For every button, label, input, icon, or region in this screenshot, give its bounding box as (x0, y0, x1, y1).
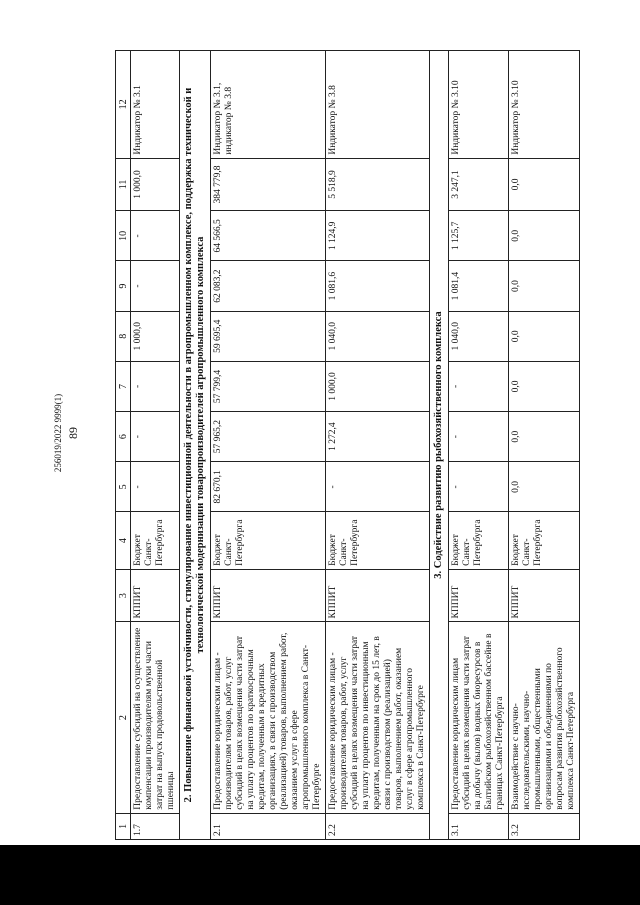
header-cell: 6 (116, 412, 131, 462)
value-cell: 57 799,4 (211, 361, 326, 411)
row-number: 3.1 (449, 813, 509, 839)
value-cell: - (326, 462, 430, 512)
value-cell: 0,0 (509, 311, 580, 361)
header-cell: 1 (116, 813, 131, 839)
indicator-cell: Индикатор № 3.10 (449, 51, 509, 159)
measure-name: Предоставление юридическим лицам - производителям товаров, работ, услуг субсидий в целях возмещения части затрат на уплату процентов по инвестиционным кредитам, полученным на срок до 15 лет, в связи с производством (реализацией) товаров, выполнением работ, оказанием услуг в сфере агропромышленного комплекса в Санкт-Петербурге (326, 622, 430, 813)
value-cell: 59 695,4 (211, 311, 326, 361)
program-table (115, 50, 580, 840)
value-cell: 1 040,0 (326, 311, 430, 361)
executor-cell: КППИТ (131, 569, 180, 622)
header-cell: 5 (116, 462, 131, 512)
value-cell: 5 518,9 (326, 158, 430, 211)
value-cell: 1 000,0 (131, 311, 180, 361)
table-row (509, 51, 580, 840)
measure-name: Взаимодействие с научно-исследовательскими, научно-промышленными, общественными организациями и объединениями по вопросам развития рыбохозяйственного комплекса Санкт-Петербурга (509, 622, 580, 813)
row-number: 1.7 (131, 813, 180, 839)
value-cell: 1 000,0 (131, 158, 180, 211)
value-cell: 3 247,1 (449, 158, 509, 211)
value-cell: - (449, 412, 509, 462)
section-row (180, 51, 211, 840)
value-cell: - (131, 261, 180, 311)
value-cell: 0,0 (509, 211, 580, 261)
value-cell: 1 124,9 (326, 211, 430, 261)
value-cell: - (449, 361, 509, 411)
value-cell: - (449, 462, 509, 512)
value-cell: 1 000,0 (326, 361, 430, 411)
measure-name: Предоставление субсидий на осуществление компенсации производителям муки части затрат на выпуск продовольственной пшеницы (131, 622, 180, 813)
header-row (116, 51, 131, 840)
value-cell: - (131, 361, 180, 411)
executor-cell: КППИТ (211, 569, 326, 622)
header-cell: 4 (116, 512, 131, 569)
section-row (430, 51, 449, 840)
funding-source: Бюджет Санкт-Петербурга (509, 512, 580, 569)
header-cell: 2 (116, 622, 131, 813)
value-cell: 0,0 (509, 361, 580, 411)
measure-name: Предоставление юридическим лицам - производителям товаров, работ, услуг субсидий в целях возмещения части затрат на уплату процентов по краткосрочным кредитам, полученным в кредитных организациях, в связи с производством (реализацией) товаров, выполнением работ, оказанием услуг в сфере агропромышленного комплекса в Санкт-Петербурге (211, 622, 326, 813)
row-number: 2.2 (326, 813, 430, 839)
value-cell: 0,0 (509, 412, 580, 462)
header-cell: 10 (116, 211, 131, 261)
header-cell: 11 (116, 158, 131, 211)
funding-source: Бюджет Санкт-Петербурга (131, 512, 180, 569)
indicator-cell: Индикатор № 3.1 (131, 51, 180, 159)
value-cell: 1 272,4 (326, 412, 430, 462)
row-number: 3.2 (509, 813, 580, 839)
rotated-table-container (115, 50, 640, 840)
value-cell: 64 566,5 (211, 211, 326, 261)
value-cell: 0,0 (509, 261, 580, 311)
table-row (449, 51, 509, 840)
value-cell: - (131, 211, 180, 261)
header-cell: 12 (116, 51, 131, 159)
page-number: 89 (66, 427, 80, 439)
indicator-cell: Индикатор № 3.8 (326, 51, 430, 159)
executor-cell: КППИТ (509, 569, 580, 622)
header-cell: 8 (116, 311, 131, 361)
value-cell: 384 779,8 (211, 158, 326, 211)
value-cell: 57 965,2 (211, 412, 326, 462)
value-cell: 1 081,4 (449, 261, 509, 311)
section-title: 2. Повышение финансовой устойчивости, стимулирование инвестиционной деятельности в агропромышленном комплексе, поддержка технической и технологической модернизации товаропроизводителей агропромышленного комплекса (180, 51, 211, 840)
table-row (131, 51, 180, 840)
measure-name: Предоставление юридическим лицам субсидий в целях возмещения части затрат на добычу (вылов) водных биоресурсов в Балтийском рыбохозяйственном бассейне в границах Санкт-Петербурга (449, 622, 509, 813)
value-cell: 1 125,7 (449, 211, 509, 261)
value-cell: 82 670,1 (211, 462, 326, 512)
funding-source: Бюджет Санкт-Петербурга (326, 512, 430, 569)
value-cell: - (131, 462, 180, 512)
executor-cell: КППИТ (449, 569, 509, 622)
header-cell: 7 (116, 361, 131, 411)
value-cell: 1 081,6 (326, 261, 430, 311)
table-row (211, 51, 326, 840)
header-cell: 3 (116, 569, 131, 622)
value-cell: 0,0 (509, 462, 580, 512)
document-number: 256019/2022 9999(1) (53, 393, 63, 473)
executor-cell: КППИТ (326, 569, 430, 622)
section-title: 3. Содействие развитию рыбохозяйственного комплекса (430, 51, 449, 840)
value-cell: 1 040,0 (449, 311, 509, 361)
value-cell: - (131, 412, 180, 462)
funding-source: Бюджет Санкт-Петербурга (449, 512, 509, 569)
value-cell: 0,0 (509, 158, 580, 211)
row-number: 2.1 (211, 813, 326, 839)
indicator-cell: Индикатор № 3.1, индикатор № 3.8 (211, 51, 326, 159)
header-cell: 9 (116, 261, 131, 311)
table-row (326, 51, 430, 840)
indicator-cell: Индикатор № 3.10 (509, 51, 580, 159)
funding-source: Бюджет Санкт-Петербурга (211, 512, 326, 569)
value-cell: 62 083,2 (211, 261, 326, 311)
